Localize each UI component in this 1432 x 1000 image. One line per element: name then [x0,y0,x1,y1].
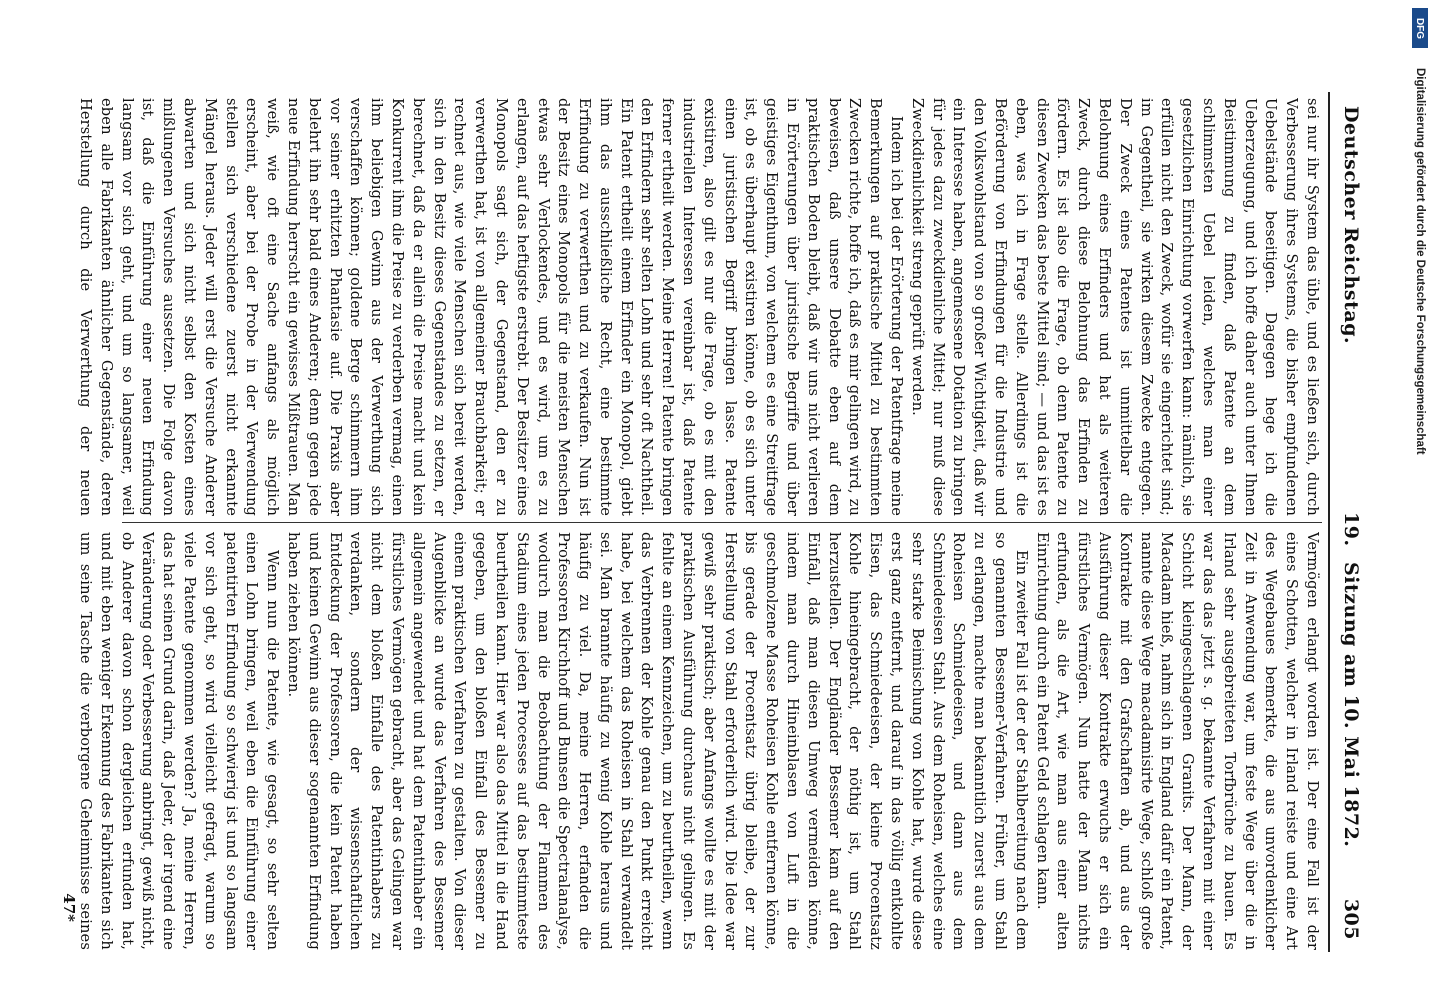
header-rule [1328,92,1330,952]
page-number: 305 [1340,898,1362,940]
header-session-date: Sitzung am 10. Mai 1872. [1340,562,1362,848]
header-title: Deutscher Reichstag. [1340,106,1362,345]
page-content [60,92,1370,952]
text-column-left [72,98,1322,516]
dfg-logo-icon [1412,8,1428,48]
paragraph: Ein zweiter Fall ist der der Stahlbereitung nach dem so genannten Bessemer-Verfahren. Früher, um Stahl zu erlangen, machte man bekanntlich zuerst aus dem Roheisen Schmiedeeisen, und dann aus dem Schmiedeeisen Stahl. Aus dem Roheisen, welches eine sehr starke Beimischung von Kohle hat, wurde diese erst ganz entfernt, und darauf in das völlig entkohlte Eisen, das Schmiedeeisen, der kleine Procentsatz Kohle hineingebracht, der nöthig ist, um Stahl herzustellen. Der Engländer Bessemer kam auf den Einfall, daß man diesen Umweg vermeiden könne, indem man durch Hineinblasen von Luft in die geschmolzene Masse Roheisen Kohle entfernen könne, bis gerade der Procentsatz übrig bleibe, der zur Herstellung von Stahl erforderlich wird. Die Idee war gewiß sehr praktisch; aber Anfangs wollte es mit der praktischen Ausführung durchaus nicht gelingen. Es fehlte an einem Kennzeichen, um zu beurtheilen, wenn das Verbrennen der Kohle genau den Punkt erreicht habe, bei welchem das Roheisen in Stahl verwandelt sei. Man brannte häufig zu wenig Kohle heraus und häufig zu viel. Da, meine Herren, erfanden die Professoren Kirchhoff und Bunsen die Spectralanalyse, wodurch man die Beobachtung der Flammen des Stadium eines jeden Processes auf das bestimmteste beurtheilen kann. Hier war also das Mittel in die Hand gegeben, um den bloßen Einfall des Bessemer zu einem praktischen Verfahren zu gestalten. Von dieser Augenblicke an wurde das Verfahren des Bessemer allgemein angewendet und hat dem Patentinhaber ein fürstliches Vermögen gebracht, aber das Gelingen war nicht dem bloßen Einfalle des Patentinhabers zu verdanken, sondern der wissenschaftlichen Entdeckung der Professoren, die kein Patent haben und keinen Gewinn aus dieser sogenannten Erfindung haben ziehen können. [284,532,1030,950]
paragraph: Wenn nun die Patente, wie gesagt, so sehr selten einen Lohn bringen, weil eben die Einführung einer patentirten Erfindung so schwierig ist und so langsam vor sich geht, so wird vielleicht gefragt, warum so viele Patente genommen werden? Ja, meine Herren, das hat seinen Grund darin, daß Jeder, der irgend eine Veränderung oder Verbesserung anbringt, gewiß nicht, ob Anderer davon schon dergleichen erfunden hat, und mit eben weniger Erkennung des Fabrikanten sich um seine Tasche die verborgene Geheimnisse seines [76,532,282,950]
text-column-right [72,532,1322,950]
dfg-logo-text: DFG [1414,17,1426,39]
paragraph: Indem ich bei der Erörterung der Patentfrage meine Bemerkungen auf praktische Mittel zu bestimmten Zwecken richte, hoffe ich, daß es mir gelingen wird, zu beweisen, daß unsere Debatte eben auf dem praktischen Boden bleibt, daß wir uns nicht verlieren in Erörterungen über juristische Begriffe und über geistiges Eigenthum, von welchem es eine Streitfrage ist, ob es überhaupt existiren könne, ob es sich unter einen juristischen Begriff bringen lasse. Patente existiren, also gilt es nur die Frage, ob es mit den industriellen Interessen vereinbar ist, daß Patente ferner ertheilt werden. Meine Herren! Patente bringen den Erfindern sehr selten Lohn und sehr oft Nachtheil. Ein Patent ertheilt einem Erfinder ein Monopol, giebt ihm das ausschließliche Recht, eine bestimmte Erfindung zu verwerthen und zu verkaufen. Nun ist der Besitz eines Monopols für die meisten Menschen etwas sehr Verlockendes, und es wird, um es zu erlangen, auf das heftigste erstrebt. Der Besitzer eines Monopols sagt sich, der Gegenstand, den er zu verwerthen hat, ist von allgemeiner Brauchbarkeit; er rechnet aus, wie viele Menschen sich bereit werden, sich in den Besitz dieses Gegenstandes zu setzen, er berechnet, daß da er allein die Preise macht und kein Konkurrent ihm die Preise zu verderben vermag, einen ihm beliebigen Gewinn aus der Verwerthung sich verschaffen können; goldene Berge schimmern ihm vor seiner erhitzten Phantasie auf. Die Praxis aber belehrt ihn sehr bald eines Anderen; denn gegen jede neue Erfindung herrscht ein gewisses Mißtrauen. Man weiß, wie oft eine Sache anfangs als möglich erscheint, aber bei der Probe in der Verwendung stellen sich verschiedene zuerst nicht erkannte Mängel heraus. Jeder will erst die Versuche Anderer abwarten und sich nicht selbst den Kosten eines mißlungenen Versuches aussetzen. Die Folge davon ist, daß die Einführung einer neuen Erfindung langsam vor sich geht, und um so langsamer, weil eben alle Fabrikanten ähnlicher Gegenstände, deren Herstellung durch die Verwerthung der neuen [76,98,906,516]
paragraph: sei nur ihr System das üble, und es ließen sich, durch Verbesserung ihres Systems, die bisher empfundenen Uebelstände beseitigen. Dagegen hege ich die Ueberzeugung, und ich hoffe daher auch unter Ihnen Beistimmung zu finden, daß Patente an dem schlimmsten Uebel leiden, welches man einer gesetzlichen Einrichtung vorwerfen kann: nämlich, sie erfüllen nicht den Zweck, wofür sie eingerichtet sind; im Gegentheil, sie wirken diesem Zwecke entgegen. Der Zweck eines Patentes ist unmittelbar die Belohnung eines Erfinders und hat als weiteren Zweck, durch diese Belohnung das Erfinden zu fördern. Es ist also die Frage, ob denn Patente zu diesen Zwecken das beste Mittel sind; — und das ist es eben, was ich in Frage stelle. Allerdings ist die Beförderung von Erfindungen für die Industrie und den Volkswohlstand von so großer Wichtigkeit, daß wir ein Interesse haben, angemessene Dotation zu bringen für jedes dazu zweckdienliche Mittel; nur muß diese Zweckdienlichkeit streng geprüft werden. [908,98,1321,516]
digitization-watermark [1408,8,1430,992]
paragraph: Vermögen erlangt worden ist. Der eine Fall ist der eines Schotten, welcher in Irland reiste und eine Art des Wegebaues bemerkte, die aus unvordenklicher Zeit in Anwendung war, um feste Wege über die in Irland sehr ausgebreiteten Torfbrüche zu bauen. Es war das das jetzt s. g. bekannte Verfahren mit einer Schicht kleingeschlagenen Granits. Der Mann, der Macadam hieß, nahm sich in England dafür ein Patent, nannte diese Wege macadamisirte Wege, schloß große Kontrakte mit den Grafschaften ab, und aus der Ausführung dieser Kontrakte erwuchs er sich ein fürstliches Vermögen. Nun hatte der Mann nichts erfunden, als die Art, wie man aus einer alten Einrichtung durch ein Patent Geld schlagen kann. [1033,532,1321,950]
column-divider [122,522,1322,523]
watermark-text: Digitalisierung gefördert durch die Deutsche Forschungsgemeinschaft [1414,68,1426,455]
running-header [1330,92,1370,952]
document-page [60,92,1370,952]
signature-mark: 47* [60,893,78,922]
header-session-number: 19. [1340,512,1362,547]
